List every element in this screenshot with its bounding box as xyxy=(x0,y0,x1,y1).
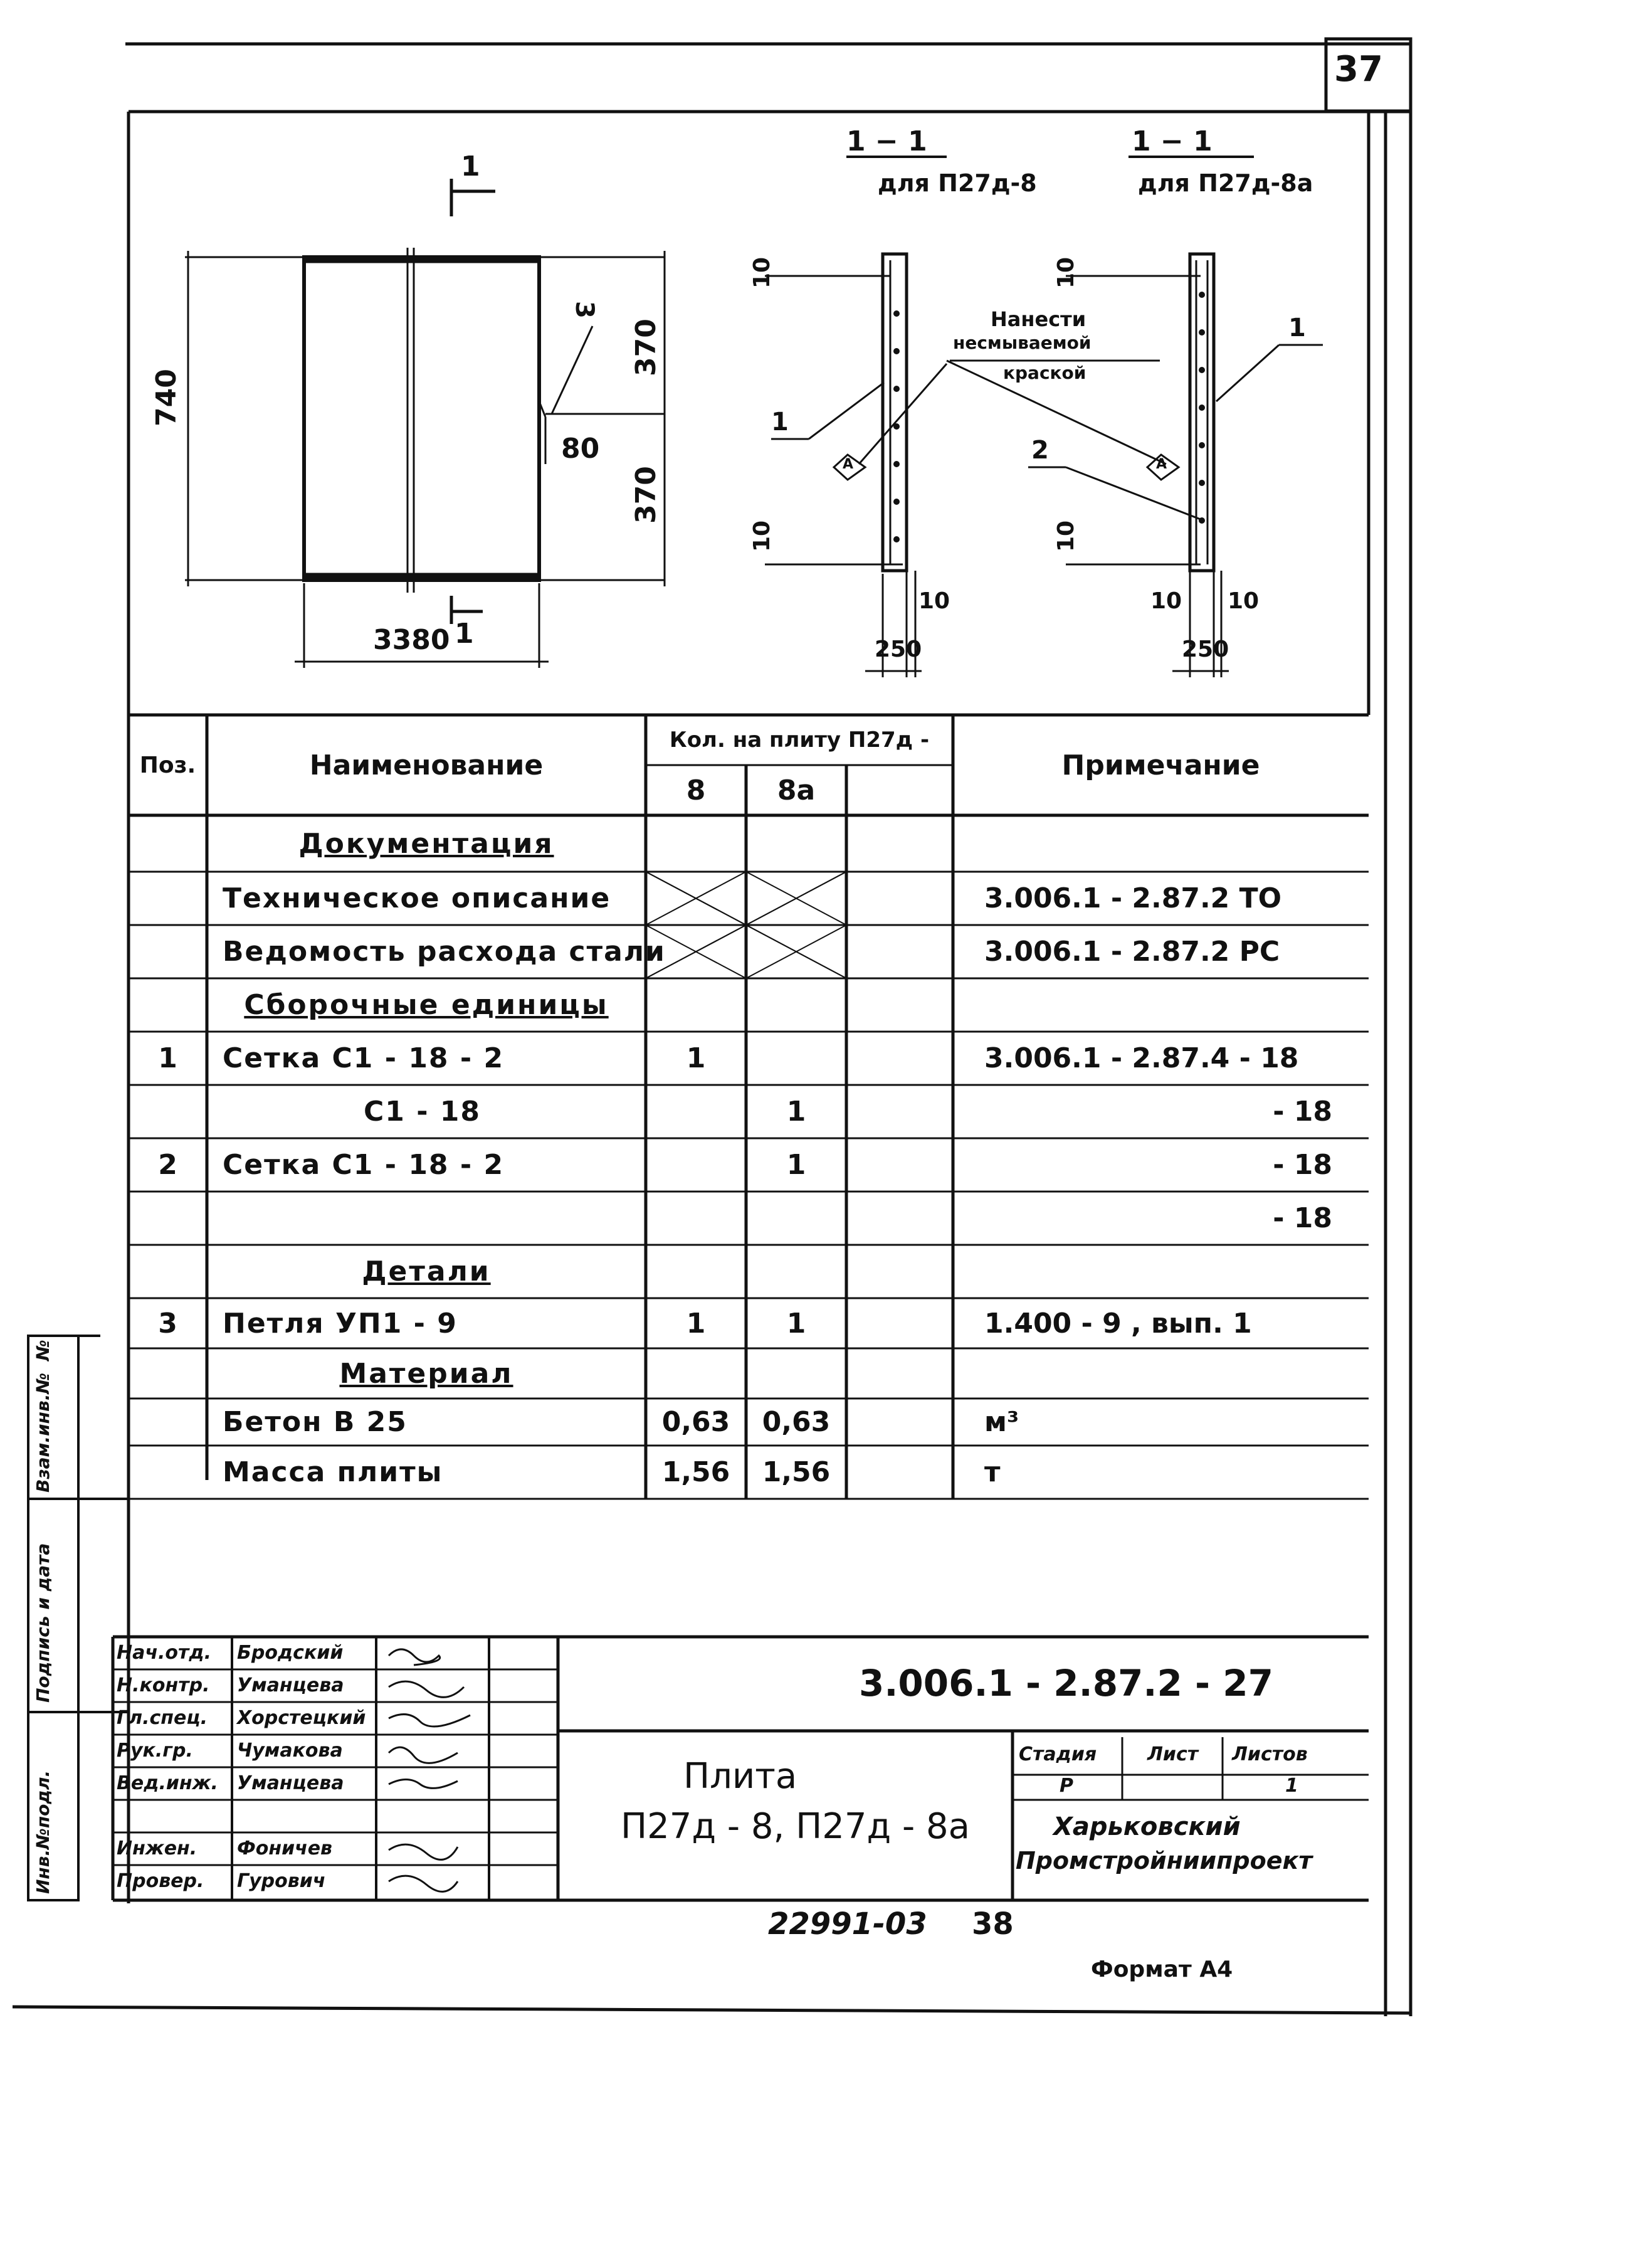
signer-role: Инжен. xyxy=(117,1837,197,1859)
row-qty-8 xyxy=(646,1192,746,1245)
row-note xyxy=(984,815,1360,872)
signer-role: Н.контр. xyxy=(117,1674,210,1696)
row-pos xyxy=(129,872,207,925)
row-pos xyxy=(129,1085,207,1138)
section-a-dim-total: 250 xyxy=(875,637,922,662)
stamp-replace-inv: Взам.инв.№ xyxy=(33,1372,53,1493)
section-a-dim-bottom: 10 xyxy=(749,520,775,552)
stage-value: Р xyxy=(1060,1775,1073,1797)
section-a-pos: 1 xyxy=(771,408,789,436)
row-note xyxy=(984,1245,1360,1298)
row-name: Ведомость расхода стали xyxy=(223,936,666,968)
sheets-value: 1 xyxy=(1285,1775,1298,1797)
section-b-dim-bottom: 10 xyxy=(1053,520,1079,552)
signer-name: Хорстецкий xyxy=(237,1707,366,1729)
row-pos xyxy=(129,925,207,978)
row-note: 3.006.1 - 2.87.4 - 18 xyxy=(984,1042,1299,1074)
sheets-label: Листов xyxy=(1232,1743,1308,1765)
row-qty-8a xyxy=(746,1032,846,1085)
row-note xyxy=(984,978,1360,1032)
signer-role: Гл.спец. xyxy=(117,1707,208,1729)
org-line-1: Харьковский xyxy=(1053,1812,1241,1841)
row-name: Петля УП1 - 9 xyxy=(223,1307,458,1340)
row-qty-8a: 1 xyxy=(786,1307,806,1340)
row-qty-8a: 1,56 xyxy=(762,1456,831,1488)
row-pos: 2 xyxy=(158,1149,177,1181)
signature-marks xyxy=(389,1649,470,1891)
dim-width: 3380 xyxy=(373,624,450,656)
section-mark-bottom: 1 xyxy=(455,618,474,650)
signer-name: Гурович xyxy=(237,1870,326,1892)
row-qty-8a xyxy=(746,925,846,978)
section-b-pos2: 2 xyxy=(1031,436,1049,465)
row-note: 3.006.1 - 2.87.2 РС xyxy=(984,936,1280,968)
signer-name: Уманцева xyxy=(237,1772,344,1794)
row-qty-8: 1 xyxy=(686,1307,706,1340)
section-b-subtitle: для П27д-8а xyxy=(1138,169,1313,197)
format-label: Формат А4 xyxy=(1091,1957,1233,1982)
stamp-number: № xyxy=(33,1340,53,1361)
row-qty-8a: 0,63 xyxy=(762,1406,831,1438)
row-pos: 3 xyxy=(158,1307,177,1340)
sheet-number: 37 xyxy=(1334,49,1383,90)
row-pos xyxy=(129,1245,207,1298)
signer-name: Бродский xyxy=(237,1642,344,1664)
dim-lower: 370 xyxy=(630,466,662,524)
row-qty-8 xyxy=(646,925,746,978)
section-a-subtitle: для П27д-8 xyxy=(878,169,1037,197)
row-name: Бетон В 25 xyxy=(223,1406,408,1438)
document-code: 3.006.1 - 2.87.2 - 27 xyxy=(859,1662,1273,1705)
row-qty-8a xyxy=(746,1192,846,1245)
sheet-label: Лист xyxy=(1147,1743,1199,1765)
stamp-inv-orig: Инв.№подл. xyxy=(33,1770,53,1894)
row-qty-8a: 1 xyxy=(786,1096,806,1128)
org-line-2: Промстройниипроект xyxy=(1016,1847,1313,1874)
row-note: 1.400 - 9 , вып. 1 xyxy=(984,1307,1252,1340)
row-note xyxy=(984,1348,1360,1398)
stage-label: Стадия xyxy=(1019,1743,1097,1765)
signer-role: Рук.гр. xyxy=(117,1740,193,1762)
section-b-dim-side-right: 10 xyxy=(1228,588,1260,614)
row-qty-8 xyxy=(646,815,746,872)
header-qty-8a: 8а xyxy=(777,774,816,806)
row-qty-8a xyxy=(746,872,846,925)
note-line-1: Нанести xyxy=(991,307,1086,331)
signer-name: Уманцева xyxy=(237,1674,344,1696)
section-b-dim-total: 250 xyxy=(1182,637,1229,662)
row-pos xyxy=(129,1348,207,1398)
signer-role: Нач.отд. xyxy=(117,1642,211,1664)
section-b-title: 1 − 1 xyxy=(1132,125,1213,157)
row-pos xyxy=(129,1446,207,1499)
header-qty-group: Кол. на плиту П27д - xyxy=(669,727,930,753)
row-note: - 18 xyxy=(1273,1202,1332,1234)
note-line-3: краской xyxy=(1003,362,1086,383)
row-section-title: Сборочные единицы xyxy=(244,989,609,1021)
row-section-title: Документация xyxy=(298,827,554,860)
row-note: т xyxy=(984,1456,1001,1488)
archive-page: 38 xyxy=(972,1906,1014,1942)
row-pos xyxy=(129,1192,207,1245)
row-qty-8a xyxy=(746,1348,846,1398)
row-qty-8a: 1 xyxy=(786,1149,806,1181)
row-qty-8 xyxy=(646,872,746,925)
header-qty-8: 8 xyxy=(686,774,706,806)
row-name: С1 - 18 xyxy=(364,1096,481,1128)
row-pos xyxy=(129,1398,207,1446)
row-qty-8 xyxy=(646,1085,746,1138)
row-section-title: Детали xyxy=(362,1256,491,1287)
row-note: 3.006.1 - 2.87.2 ТО xyxy=(984,882,1282,914)
row-qty-8: 0,63 xyxy=(661,1406,730,1438)
row-qty-8 xyxy=(646,1138,746,1192)
product-name-line-2: П27д - 8, П27д - 8а xyxy=(621,1806,970,1847)
section-a-marker: A xyxy=(843,457,854,472)
pos-loop: 3 xyxy=(570,301,599,319)
dim-loop-offset: 80 xyxy=(561,433,600,465)
dim-height: 740 xyxy=(150,369,182,426)
section-a-dim-top: 10 xyxy=(749,256,775,288)
row-name: Сетка С1 - 18 - 2 xyxy=(223,1149,505,1181)
row-qty-8 xyxy=(646,1245,746,1298)
section-b-pos1: 1 xyxy=(1288,314,1306,342)
header-note: Примечание xyxy=(1061,749,1260,781)
section-b-dim-top: 10 xyxy=(1053,256,1079,288)
row-qty-8a xyxy=(746,815,846,872)
row-name: Техническое описание xyxy=(223,882,611,914)
row-section-title: Материал xyxy=(339,1357,513,1390)
row-qty-8a xyxy=(746,1245,846,1298)
row-note: - 18 xyxy=(1273,1096,1332,1128)
archive-number: 22991-03 xyxy=(768,1906,927,1942)
row-pos xyxy=(129,815,207,872)
signer-role: Вед.инж. xyxy=(117,1772,218,1794)
row-name: Сетка С1 - 18 - 2 xyxy=(223,1042,505,1074)
signer-name: Чумакова xyxy=(237,1740,343,1762)
header-pos: Поз. xyxy=(139,752,196,778)
dim-upper: 370 xyxy=(630,319,662,376)
row-note: м³ xyxy=(984,1406,1019,1438)
row-qty-8 xyxy=(646,978,746,1032)
row-name: Масса плиты xyxy=(223,1456,443,1488)
section-a-dim-side: 10 xyxy=(918,588,950,614)
signer-role: Провер. xyxy=(117,1870,204,1892)
row-name xyxy=(223,1192,646,1245)
section-b-marker: A xyxy=(1156,457,1167,472)
section-b-dim-side-left: 10 xyxy=(1150,588,1182,614)
row-note: - 18 xyxy=(1273,1149,1332,1181)
note-line-2: несмываемой xyxy=(953,332,1092,353)
row-qty-8a xyxy=(746,978,846,1032)
row-pos: 1 xyxy=(158,1042,177,1074)
product-name-line-1: Плита xyxy=(683,1756,797,1797)
section-mark-top: 1 xyxy=(461,151,480,182)
row-qty-8: 1,56 xyxy=(661,1456,730,1488)
section-a-title: 1 − 1 xyxy=(846,125,927,157)
stamp-signature-date: Подпись и дата xyxy=(33,1543,53,1703)
signer-name: Фоничев xyxy=(237,1837,333,1859)
row-pos xyxy=(129,978,207,1032)
row-qty-8: 1 xyxy=(686,1042,706,1074)
header-name: Наименование xyxy=(309,749,544,781)
row-qty-8 xyxy=(646,1348,746,1398)
